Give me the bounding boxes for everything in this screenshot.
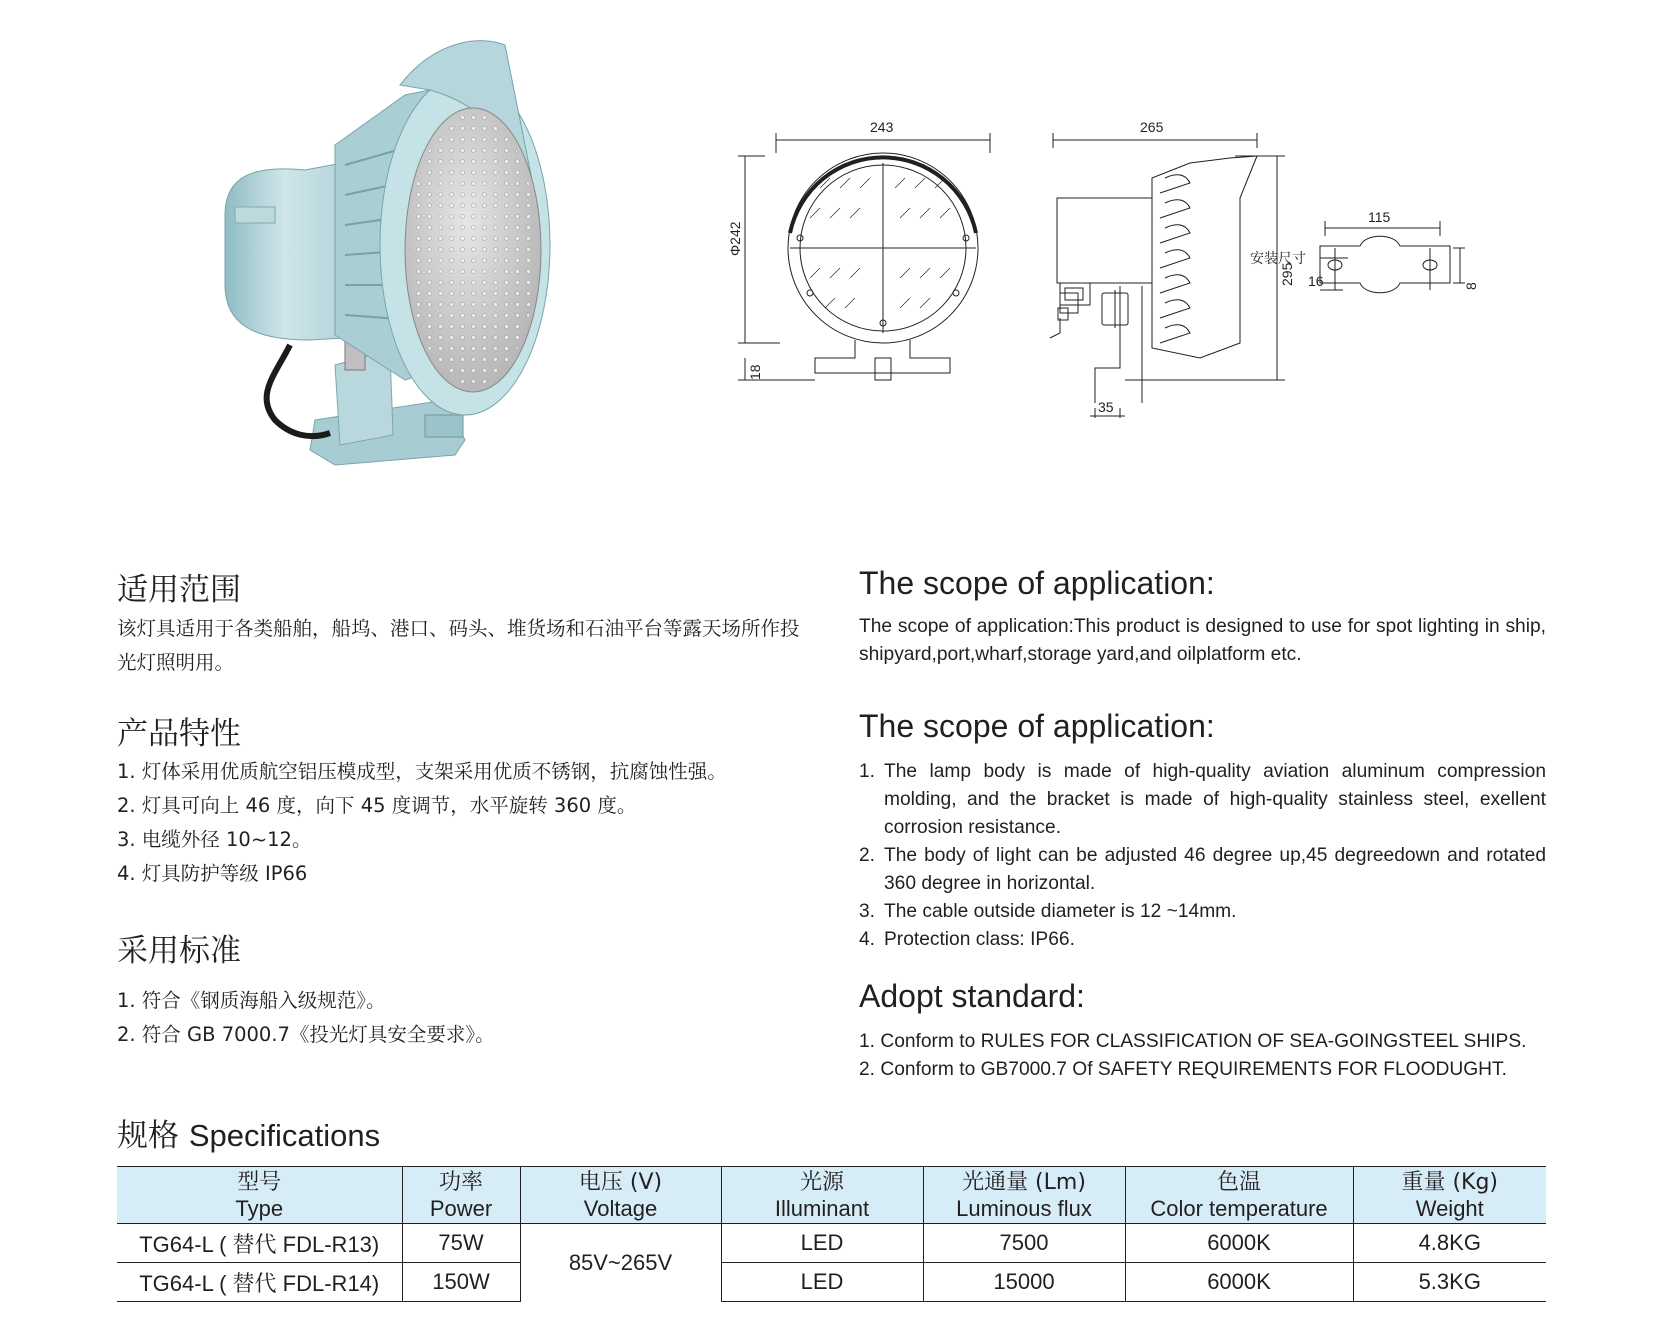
cell-illuminant: LED (721, 1263, 923, 1302)
front-view (738, 133, 990, 380)
standard-list-en (859, 1028, 1546, 1084)
list-item-text: The cable outside diameter is 12 ~14mm. (884, 901, 1237, 922)
column-header-flux: 光通量 (Lm) Luminous flux (923, 1167, 1125, 1224)
list-item: 4. 灯具防护等级 IP66 (117, 862, 308, 885)
standard-heading-en: Adopt standard: (859, 978, 1085, 1014)
cell-flux: 15000 (923, 1263, 1125, 1302)
list-item-text: The body of light can be adjusted 46 degree up,45 degreedown and rotated 360 degree in horizontal. (884, 845, 1546, 894)
mount-width-label: 115 (1368, 209, 1391, 225)
list-item-text: The lamp body is made of high-quality aviation aluminum compression molding, and the bracket is made of high-quality stainless steel, exellent corrosion resistance. (884, 761, 1546, 838)
cell-flux: 7500 (923, 1224, 1125, 1263)
product-photo (215, 35, 575, 485)
list-item: 2. Conform to GB7000.7 Of SAFETY REQUIREMENTS FOR FLOODUGHT. (859, 1059, 1507, 1080)
cell-power: 75W (402, 1224, 520, 1263)
list-item: 1. Conform to RULES FOR CLASSIFICATION OF SEA-GOINGSTEEL SHIPS. (859, 1031, 1527, 1052)
front-width-label: 243 (870, 119, 894, 135)
front-base-label: 18 (747, 364, 763, 380)
specs-title (117, 1110, 380, 1155)
features-heading-en: The scope of application: (859, 708, 1215, 744)
table-row (117, 1224, 1546, 1263)
cell-weight: 5.3KG (1353, 1263, 1546, 1302)
column-header-color-temp: 色温 Color temperature (1125, 1167, 1353, 1224)
features-heading-cn: 产品特性 (117, 716, 241, 752)
side-height-label: 295 (1279, 262, 1295, 286)
scope-heading-en: The scope of application: (859, 565, 1215, 601)
list-item (859, 926, 1546, 954)
list-item-text: Protection class: IP66. (884, 929, 1075, 950)
list-item: 2. 灯具可向上 46 度，向下 45 度调节，水平旋转 360 度。 (117, 794, 637, 817)
list-item-number: 2. (859, 845, 876, 866)
table-header-row (117, 1167, 1546, 1224)
column-header-power: 功率 Power (402, 1167, 520, 1224)
side-bracket-label: 35 (1098, 399, 1114, 415)
standard-list-cn (117, 984, 817, 1052)
side-view (1050, 133, 1285, 418)
column-header-voltage: 电压 (V) Voltage (520, 1167, 721, 1224)
specs-title-en: Specifications (188, 1118, 381, 1153)
cell-color-temp: 6000K (1125, 1263, 1353, 1302)
features-list-cn (117, 755, 817, 891)
column-header-type: 型号 Type (117, 1167, 402, 1224)
standard-heading-cn: 采用标准 (117, 933, 241, 969)
list-item-number: 1. (859, 761, 876, 782)
cell-power: 150W (402, 1263, 520, 1302)
cell-type: TG64-L ( 替代 FDL-R13) (117, 1224, 402, 1263)
features-list-en (859, 758, 1546, 954)
cell-type: TG64-L ( 替代 FDL-R14) (117, 1263, 402, 1302)
specs-title-cn: 规格 (117, 1118, 179, 1154)
scope-text-cn: 该灯具适用于各类船舶，船坞、港口、码头、堆货场和石油平台等露天场所作投光灯照明用。 (117, 617, 800, 674)
mounting-detail (1320, 221, 1465, 293)
column-header-weight: 重量 (Kg) Weight (1353, 1167, 1546, 1224)
mount-size-label: 安装尺寸 (1250, 251, 1306, 267)
mount-height-label: 8 (1463, 282, 1479, 290)
list-item: 3. 电缆外径 10~12。 (117, 828, 312, 851)
list-item (859, 758, 1546, 842)
table-row (117, 1263, 1546, 1302)
cell-voltage: 85V~265V (520, 1224, 721, 1302)
scope-text-en: The scope of application:This product is designed to use for spot lighting in ship, shipyard,port,wharf,storage yard,and oilplatform etc. (859, 616, 1546, 665)
front-diameter-label: Φ242 (727, 221, 743, 256)
mount-slot-label: 16 (1308, 273, 1324, 289)
list-item (859, 842, 1546, 898)
list-item: 2. 符合 GB 7000.7《投光灯具安全要求》。 (117, 1023, 495, 1046)
list-item-number: 3. (859, 901, 876, 922)
dimension-drawings (727, 118, 1560, 448)
list-item-number: 4. (859, 929, 876, 950)
cell-weight: 4.8KG (1353, 1224, 1546, 1263)
list-item: 1. 灯体采用优质航空铝压模成型，支架采用优质不锈钢，抗腐蚀性强。 (117, 760, 727, 783)
side-width-label: 265 (1140, 119, 1164, 135)
cell-color-temp: 6000K (1125, 1224, 1353, 1263)
cell-illuminant: LED (721, 1224, 923, 1263)
list-item: 1. 符合《钢质海船入级规范》。 (117, 989, 386, 1012)
scope-heading-cn: 适用范围 (117, 572, 241, 608)
list-item (859, 898, 1546, 926)
spec-table (117, 1166, 1546, 1302)
column-header-illuminant: 光源 Illuminant (721, 1167, 923, 1224)
